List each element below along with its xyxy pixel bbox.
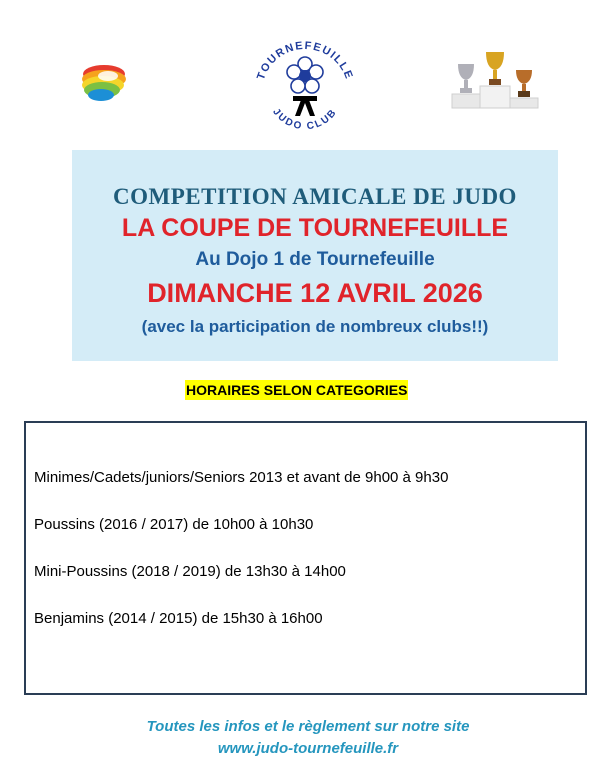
competition-title: COMPETITION AMICALE DE JUDO	[113, 184, 517, 209]
footer-info: Toutes les infos et le règlement sur notre site	[146, 718, 470, 735]
website-link[interactable]: www.judo-tournefeuille.fr	[217, 740, 399, 757]
cup-name: LA COUPE DE TOURNEFEUILLE	[121, 214, 509, 242]
colorful-swirl-icon	[78, 58, 130, 104]
schedule-item: Benjamins (2014 / 2015) de 15h30 à 16h00	[34, 610, 323, 627]
event-date: DIMANCHE 12 AVRIL 2026	[147, 278, 483, 308]
schedule-heading: HORAIRES SELON CATEGORIES	[186, 382, 408, 398]
judo-club-logo	[248, 30, 362, 140]
schedule-item: Mini-Poussins (2018 / 2019) de 13h30 à 14h00	[34, 563, 346, 580]
schedule-item: Minimes/Cadets/juniors/Seniors 2013 et avant de 9h00 à 9h30	[34, 469, 449, 486]
club-name-bottom: JUDO CLUB	[270, 106, 340, 133]
participation-note: (avec la participation de nombreux clubs!!)	[141, 317, 489, 336]
event-banner	[72, 150, 558, 361]
judo-flower-belt-icon	[287, 57, 323, 116]
svg-text:JUDO CLUB	[270, 107, 339, 133]
schedule-box	[24, 421, 587, 695]
venue: Au Dojo 1 de Tournefeuille	[195, 249, 435, 270]
club-name-top: TOURNEFEUILLE	[254, 39, 356, 82]
trophies-podium-icon	[444, 46, 548, 114]
schedule-item: Poussins (2016 / 2017) de 10h00 à 10h30	[34, 516, 314, 533]
